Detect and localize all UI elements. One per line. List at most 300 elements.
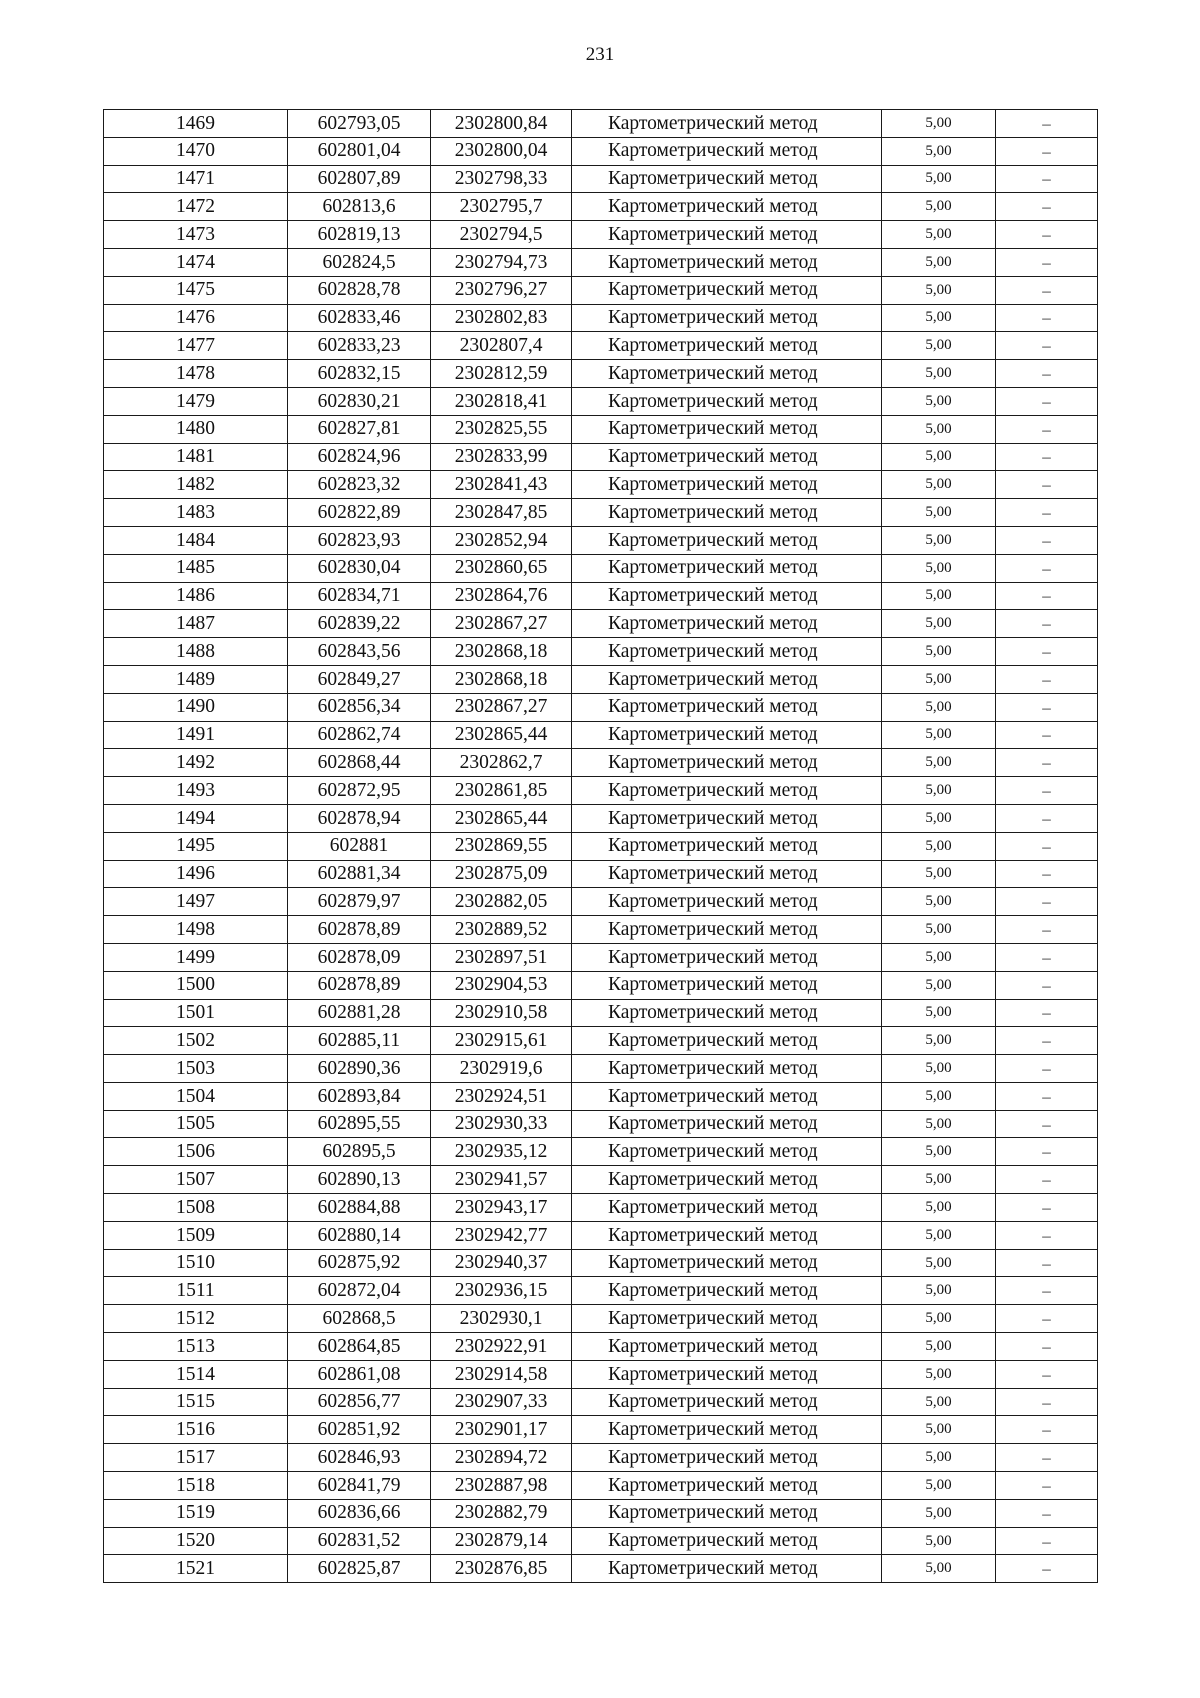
description-cell: – <box>996 1472 1098 1500</box>
table-row <box>104 749 1098 777</box>
method-cell: Картометрический метод <box>572 1499 882 1527</box>
point-number-cell: 1512 <box>104 1305 288 1333</box>
table-row <box>104 999 1098 1027</box>
table-row <box>104 1277 1098 1305</box>
table-row <box>104 1027 1098 1055</box>
table-row <box>104 1499 1098 1527</box>
method-cell: Картометрический метод <box>572 860 882 888</box>
y-coordinate-cell: 2302800,04 <box>431 137 572 165</box>
table-row <box>104 804 1098 832</box>
error-cell: 5,00 <box>882 1082 996 1110</box>
point-number-cell: 1516 <box>104 1416 288 1444</box>
x-coordinate-cell: 602856,34 <box>288 693 431 721</box>
table-row <box>104 276 1098 304</box>
x-coordinate-cell: 602893,84 <box>288 1082 431 1110</box>
error-cell: 5,00 <box>882 1360 996 1388</box>
x-coordinate-cell: 602872,95 <box>288 777 431 805</box>
point-number-cell: 1495 <box>104 832 288 860</box>
x-coordinate-cell: 602824,5 <box>288 248 431 276</box>
point-number-cell: 1510 <box>104 1249 288 1277</box>
table-row <box>104 526 1098 554</box>
description-cell: – <box>996 693 1098 721</box>
table-row <box>104 1166 1098 1194</box>
error-cell: 5,00 <box>882 971 996 999</box>
point-number-cell: 1494 <box>104 804 288 832</box>
point-number-cell: 1485 <box>104 554 288 582</box>
error-cell: 5,00 <box>882 1166 996 1194</box>
error-cell: 5,00 <box>882 999 996 1027</box>
method-cell: Картометрический метод <box>572 1360 882 1388</box>
error-cell: 5,00 <box>882 1333 996 1361</box>
x-coordinate-cell: 602878,89 <box>288 971 431 999</box>
y-coordinate-cell: 2302802,83 <box>431 304 572 332</box>
table-row <box>104 1444 1098 1472</box>
x-coordinate-cell: 602881,28 <box>288 999 431 1027</box>
x-coordinate-cell: 602813,6 <box>288 193 431 221</box>
method-cell: Картометрический метод <box>572 943 882 971</box>
description-cell: – <box>996 554 1098 582</box>
x-coordinate-cell: 602843,56 <box>288 638 431 666</box>
x-coordinate-cell: 602862,74 <box>288 721 431 749</box>
error-cell: 5,00 <box>882 499 996 527</box>
point-number-cell: 1517 <box>104 1444 288 1472</box>
y-coordinate-cell: 2302940,37 <box>431 1249 572 1277</box>
x-coordinate-cell: 602881,34 <box>288 860 431 888</box>
method-cell: Картометрический метод <box>572 777 882 805</box>
method-cell: Картометрический метод <box>572 526 882 554</box>
table-row <box>104 193 1098 221</box>
method-cell: Картометрический метод <box>572 499 882 527</box>
point-number-cell: 1476 <box>104 304 288 332</box>
x-coordinate-cell: 602878,09 <box>288 943 431 971</box>
y-coordinate-cell: 2302924,51 <box>431 1082 572 1110</box>
x-coordinate-cell: 602856,77 <box>288 1388 431 1416</box>
x-coordinate-cell: 602879,97 <box>288 888 431 916</box>
y-coordinate-cell: 2302862,7 <box>431 749 572 777</box>
description-cell: – <box>996 1166 1098 1194</box>
x-coordinate-cell: 602836,66 <box>288 1499 431 1527</box>
method-cell: Картометрический метод <box>572 1055 882 1083</box>
x-coordinate-cell: 602841,79 <box>288 1472 431 1500</box>
method-cell: Картометрический метод <box>572 1333 882 1361</box>
description-cell: – <box>996 860 1098 888</box>
x-coordinate-cell: 602819,13 <box>288 221 431 249</box>
table-row <box>104 582 1098 610</box>
error-cell: 5,00 <box>882 721 996 749</box>
error-cell: 5,00 <box>882 1555 996 1583</box>
x-coordinate-cell: 602868,5 <box>288 1305 431 1333</box>
point-number-cell: 1498 <box>104 916 288 944</box>
point-number-cell: 1503 <box>104 1055 288 1083</box>
error-cell: 5,00 <box>882 582 996 610</box>
point-number-cell: 1487 <box>104 610 288 638</box>
description-cell: – <box>996 1221 1098 1249</box>
table-row <box>104 1555 1098 1583</box>
error-cell: 5,00 <box>882 1472 996 1500</box>
error-cell: 5,00 <box>882 165 996 193</box>
error-cell: 5,00 <box>882 1277 996 1305</box>
y-coordinate-cell: 2302915,61 <box>431 1027 572 1055</box>
table-row <box>104 1333 1098 1361</box>
y-coordinate-cell: 2302847,85 <box>431 499 572 527</box>
method-cell: Картометрический метод <box>572 916 882 944</box>
error-cell: 5,00 <box>882 443 996 471</box>
description-cell: – <box>996 110 1098 138</box>
table-row <box>104 860 1098 888</box>
table-row <box>104 499 1098 527</box>
x-coordinate-cell: 602875,92 <box>288 1249 431 1277</box>
y-coordinate-cell: 2302865,44 <box>431 721 572 749</box>
description-cell: – <box>996 1305 1098 1333</box>
y-coordinate-cell: 2302800,84 <box>431 110 572 138</box>
y-coordinate-cell: 2302930,1 <box>431 1305 572 1333</box>
table-row <box>104 888 1098 916</box>
description-cell: – <box>996 1027 1098 1055</box>
method-cell: Картометрический метод <box>572 304 882 332</box>
method-cell: Картометрический метод <box>572 221 882 249</box>
x-coordinate-cell: 602831,52 <box>288 1527 431 1555</box>
error-cell: 5,00 <box>882 304 996 332</box>
description-cell: – <box>996 1277 1098 1305</box>
x-coordinate-cell: 602890,13 <box>288 1166 431 1194</box>
x-coordinate-cell: 602793,05 <box>288 110 431 138</box>
error-cell: 5,00 <box>882 1499 996 1527</box>
error-cell: 5,00 <box>882 415 996 443</box>
x-coordinate-cell: 602868,44 <box>288 749 431 777</box>
y-coordinate-cell: 2302812,59 <box>431 360 572 388</box>
point-number-cell: 1520 <box>104 1527 288 1555</box>
y-coordinate-cell: 2302919,6 <box>431 1055 572 1083</box>
point-number-cell: 1518 <box>104 1472 288 1500</box>
y-coordinate-cell: 2302860,65 <box>431 554 572 582</box>
point-number-cell: 1506 <box>104 1138 288 1166</box>
x-coordinate-cell: 602833,23 <box>288 332 431 360</box>
x-coordinate-cell: 602839,22 <box>288 610 431 638</box>
table-row <box>104 1249 1098 1277</box>
method-cell: Картометрический метод <box>572 360 882 388</box>
method-cell: Картометрический метод <box>572 1444 882 1472</box>
table-row <box>104 1221 1098 1249</box>
error-cell: 5,00 <box>882 777 996 805</box>
error-cell: 5,00 <box>882 471 996 499</box>
point-number-cell: 1489 <box>104 665 288 693</box>
y-coordinate-cell: 2302852,94 <box>431 526 572 554</box>
point-number-cell: 1507 <box>104 1166 288 1194</box>
point-number-cell: 1509 <box>104 1221 288 1249</box>
y-coordinate-cell: 2302943,17 <box>431 1194 572 1222</box>
method-cell: Картометрический метод <box>572 110 882 138</box>
point-number-cell: 1500 <box>104 971 288 999</box>
description-cell: – <box>996 916 1098 944</box>
error-cell: 5,00 <box>882 1527 996 1555</box>
method-cell: Картометрический метод <box>572 832 882 860</box>
description-cell: – <box>996 665 1098 693</box>
table-row <box>104 1360 1098 1388</box>
x-coordinate-cell: 602834,71 <box>288 582 431 610</box>
description-cell: – <box>996 304 1098 332</box>
y-coordinate-cell: 2302901,17 <box>431 1416 572 1444</box>
description-cell: – <box>996 1444 1098 1472</box>
error-cell: 5,00 <box>882 137 996 165</box>
description-cell: – <box>996 1388 1098 1416</box>
table-row <box>104 971 1098 999</box>
error-cell: 5,00 <box>882 110 996 138</box>
error-cell: 5,00 <box>882 332 996 360</box>
description-cell: – <box>996 193 1098 221</box>
table-row <box>104 1472 1098 1500</box>
description-cell: – <box>996 721 1098 749</box>
y-coordinate-cell: 2302936,15 <box>431 1277 572 1305</box>
point-number-cell: 1483 <box>104 499 288 527</box>
point-number-cell: 1508 <box>104 1194 288 1222</box>
coordinates-table <box>103 109 1098 1583</box>
method-cell: Картометрический метод <box>572 1027 882 1055</box>
description-cell: – <box>996 332 1098 360</box>
page-number: 231 <box>585 44 615 65</box>
description-cell: – <box>996 387 1098 415</box>
x-coordinate-cell: 602823,32 <box>288 471 431 499</box>
x-coordinate-cell: 602823,93 <box>288 526 431 554</box>
method-cell: Картометрический метод <box>572 582 882 610</box>
x-coordinate-cell: 602881 <box>288 832 431 860</box>
point-number-cell: 1511 <box>104 1277 288 1305</box>
point-number-cell: 1501 <box>104 999 288 1027</box>
error-cell: 5,00 <box>882 749 996 777</box>
method-cell: Картометрический метод <box>572 1305 882 1333</box>
point-number-cell: 1514 <box>104 1360 288 1388</box>
x-coordinate-cell: 602864,85 <box>288 1333 431 1361</box>
point-number-cell: 1479 <box>104 387 288 415</box>
description-cell: – <box>996 804 1098 832</box>
x-coordinate-cell: 602890,36 <box>288 1055 431 1083</box>
description-cell: – <box>996 832 1098 860</box>
y-coordinate-cell: 2302894,72 <box>431 1444 572 1472</box>
point-number-cell: 1499 <box>104 943 288 971</box>
table-row <box>104 1110 1098 1138</box>
point-number-cell: 1521 <box>104 1555 288 1583</box>
method-cell: Картометрический метод <box>572 1527 882 1555</box>
error-cell: 5,00 <box>882 1249 996 1277</box>
x-coordinate-cell: 602861,08 <box>288 1360 431 1388</box>
error-cell: 5,00 <box>882 554 996 582</box>
y-coordinate-cell: 2302868,18 <box>431 638 572 666</box>
y-coordinate-cell: 2302841,43 <box>431 471 572 499</box>
error-cell: 5,00 <box>882 1055 996 1083</box>
x-coordinate-cell: 602872,04 <box>288 1277 431 1305</box>
method-cell: Картометрический метод <box>572 1138 882 1166</box>
x-coordinate-cell: 602824,96 <box>288 443 431 471</box>
coordinates-table-body <box>104 110 1098 1583</box>
y-coordinate-cell: 2302930,33 <box>431 1110 572 1138</box>
y-coordinate-cell: 2302876,85 <box>431 1555 572 1583</box>
description-cell: – <box>996 1360 1098 1388</box>
error-cell: 5,00 <box>882 638 996 666</box>
description-cell: – <box>996 471 1098 499</box>
method-cell: Картометрический метод <box>572 137 882 165</box>
method-cell: Картометрический метод <box>572 1277 882 1305</box>
error-cell: 5,00 <box>882 804 996 832</box>
description-cell: – <box>996 1416 1098 1444</box>
table-row <box>104 1305 1098 1333</box>
y-coordinate-cell: 2302833,99 <box>431 443 572 471</box>
method-cell: Картометрический метод <box>572 1166 882 1194</box>
table-row <box>104 638 1098 666</box>
error-cell: 5,00 <box>882 1388 996 1416</box>
point-number-cell: 1481 <box>104 443 288 471</box>
table-row <box>104 665 1098 693</box>
method-cell: Картометрический метод <box>572 1472 882 1500</box>
description-cell: – <box>996 582 1098 610</box>
method-cell: Картометрический метод <box>572 749 882 777</box>
method-cell: Картометрический метод <box>572 1388 882 1416</box>
table-row <box>104 304 1098 332</box>
y-coordinate-cell: 2302910,58 <box>431 999 572 1027</box>
method-cell: Картометрический метод <box>572 276 882 304</box>
method-cell: Картометрический метод <box>572 332 882 360</box>
table-row <box>104 1055 1098 1083</box>
y-coordinate-cell: 2302882,05 <box>431 888 572 916</box>
y-coordinate-cell: 2302897,51 <box>431 943 572 971</box>
method-cell: Картометрический метод <box>572 1110 882 1138</box>
y-coordinate-cell: 2302861,85 <box>431 777 572 805</box>
error-cell: 5,00 <box>882 1416 996 1444</box>
table-row <box>104 137 1098 165</box>
y-coordinate-cell: 2302794,5 <box>431 221 572 249</box>
point-number-cell: 1519 <box>104 1499 288 1527</box>
point-number-cell: 1471 <box>104 165 288 193</box>
table-row <box>104 777 1098 805</box>
method-cell: Картометрический метод <box>572 1194 882 1222</box>
description-cell: – <box>996 749 1098 777</box>
description-cell: – <box>996 1555 1098 1583</box>
y-coordinate-cell: 2302941,57 <box>431 1166 572 1194</box>
point-number-cell: 1474 <box>104 248 288 276</box>
method-cell: Картометрический метод <box>572 665 882 693</box>
table-row <box>104 415 1098 443</box>
description-cell: – <box>996 526 1098 554</box>
point-number-cell: 1496 <box>104 860 288 888</box>
y-coordinate-cell: 2302887,98 <box>431 1472 572 1500</box>
y-coordinate-cell: 2302865,44 <box>431 804 572 832</box>
table-row <box>104 832 1098 860</box>
table-row <box>104 387 1098 415</box>
error-cell: 5,00 <box>882 1444 996 1472</box>
table-row <box>104 610 1098 638</box>
point-number-cell: 1513 <box>104 1333 288 1361</box>
description-cell: – <box>996 638 1098 666</box>
y-coordinate-cell: 2302807,4 <box>431 332 572 360</box>
table-row <box>104 471 1098 499</box>
error-cell: 5,00 <box>882 1138 996 1166</box>
point-number-cell: 1497 <box>104 888 288 916</box>
error-cell: 5,00 <box>882 832 996 860</box>
table-row <box>104 1416 1098 1444</box>
point-number-cell: 1480 <box>104 415 288 443</box>
table-row <box>104 165 1098 193</box>
method-cell: Картометрический метод <box>572 471 882 499</box>
error-cell: 5,00 <box>882 1110 996 1138</box>
x-coordinate-cell: 602828,78 <box>288 276 431 304</box>
y-coordinate-cell: 2302818,41 <box>431 387 572 415</box>
y-coordinate-cell: 2302879,14 <box>431 1527 572 1555</box>
table-row <box>104 221 1098 249</box>
y-coordinate-cell: 2302907,33 <box>431 1388 572 1416</box>
x-coordinate-cell: 602880,14 <box>288 1221 431 1249</box>
point-number-cell: 1478 <box>104 360 288 388</box>
table-row <box>104 916 1098 944</box>
method-cell: Картометрический метод <box>572 1082 882 1110</box>
description-cell: – <box>996 1082 1098 1110</box>
y-coordinate-cell: 2302825,55 <box>431 415 572 443</box>
error-cell: 5,00 <box>882 943 996 971</box>
y-coordinate-cell: 2302796,27 <box>431 276 572 304</box>
x-coordinate-cell: 602895,5 <box>288 1138 431 1166</box>
point-number-cell: 1491 <box>104 721 288 749</box>
table-row <box>104 360 1098 388</box>
description-cell: – <box>996 221 1098 249</box>
point-number-cell: 1504 <box>104 1082 288 1110</box>
point-number-cell: 1484 <box>104 526 288 554</box>
x-coordinate-cell: 602878,89 <box>288 916 431 944</box>
description-cell: – <box>996 1194 1098 1222</box>
description-cell: – <box>996 1138 1098 1166</box>
table-row <box>104 943 1098 971</box>
description-cell: – <box>996 888 1098 916</box>
point-number-cell: 1475 <box>104 276 288 304</box>
point-number-cell: 1488 <box>104 638 288 666</box>
table-row <box>104 1082 1098 1110</box>
error-cell: 5,00 <box>882 526 996 554</box>
y-coordinate-cell: 2302794,73 <box>431 248 572 276</box>
description-cell: – <box>996 1333 1098 1361</box>
point-number-cell: 1473 <box>104 221 288 249</box>
y-coordinate-cell: 2302864,76 <box>431 582 572 610</box>
error-cell: 5,00 <box>882 360 996 388</box>
error-cell: 5,00 <box>882 221 996 249</box>
method-cell: Картометрический метод <box>572 193 882 221</box>
x-coordinate-cell: 602884,88 <box>288 1194 431 1222</box>
method-cell: Картометрический метод <box>572 804 882 832</box>
method-cell: Картометрический метод <box>572 693 882 721</box>
error-cell: 5,00 <box>882 860 996 888</box>
table-row <box>104 1194 1098 1222</box>
method-cell: Картометрический метод <box>572 443 882 471</box>
description-cell: – <box>996 1249 1098 1277</box>
x-coordinate-cell: 602849,27 <box>288 665 431 693</box>
x-coordinate-cell: 602895,55 <box>288 1110 431 1138</box>
method-cell: Картометрический метод <box>572 721 882 749</box>
description-cell: – <box>996 165 1098 193</box>
method-cell: Картометрический метод <box>572 415 882 443</box>
y-coordinate-cell: 2302795,7 <box>431 193 572 221</box>
description-cell: – <box>996 499 1098 527</box>
description-cell: – <box>996 276 1098 304</box>
x-coordinate-cell: 602830,04 <box>288 554 431 582</box>
error-cell: 5,00 <box>882 1305 996 1333</box>
table-row <box>104 1138 1098 1166</box>
x-coordinate-cell: 602807,89 <box>288 165 431 193</box>
description-cell: – <box>996 415 1098 443</box>
error-cell: 5,00 <box>882 665 996 693</box>
description-cell: – <box>996 137 1098 165</box>
x-coordinate-cell: 602851,92 <box>288 1416 431 1444</box>
x-coordinate-cell: 602825,87 <box>288 1555 431 1583</box>
point-number-cell: 1493 <box>104 777 288 805</box>
description-cell: – <box>996 1055 1098 1083</box>
table-row <box>104 721 1098 749</box>
table-row <box>104 1527 1098 1555</box>
y-coordinate-cell: 2302882,79 <box>431 1499 572 1527</box>
